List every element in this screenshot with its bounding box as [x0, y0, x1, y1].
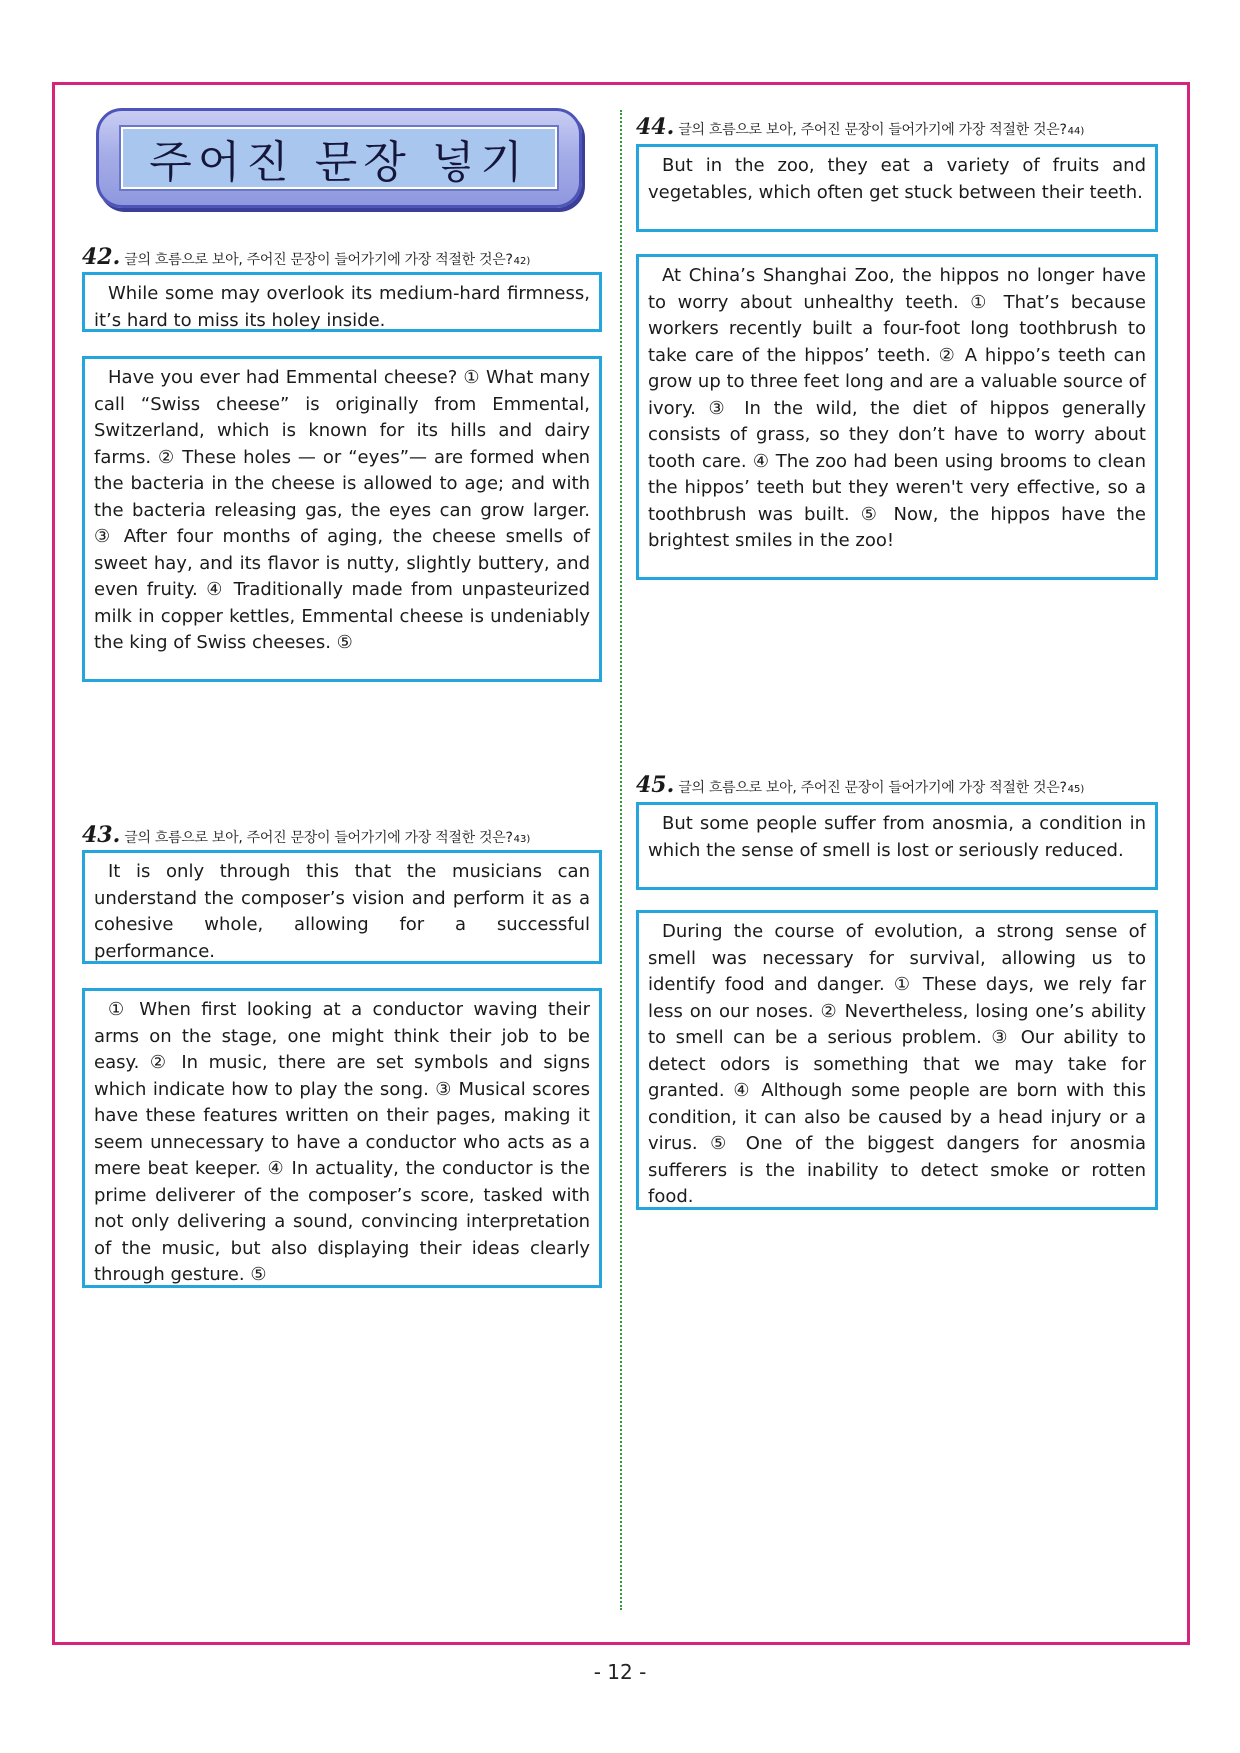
footnote-marker: 44) — [1067, 126, 1085, 137]
passage-text: At China’s Shanghai Zoo, the hippos no longer have to worry about unhealthy teeth. ① That’s because workers recently built a four-foot long toothbrush to take care of the hippos’ teeth. ② A hippo’s teeth can grow up to three feet long and are a valuable source of ivory. ③ In the wild, the diet of hippos generally consists of grass, so they don’t have to worry about tooth care. ④ The zoo had been using brooms to clean the hippos’ teeth but they weren't very effective, so a toothbrush was built. ⑤ Now, the hippos have the brightest smiles in the zoo! — [648, 265, 1146, 551]
question-prompt: 글의 흐름으로 보아, 주어진 문장이 들어가기에 가장 적절한 것은? — [678, 780, 1067, 796]
given-sentence: But some people suffer from anosmia, a condition in which the sense of smell is lost or seriously reduced. — [648, 813, 1146, 861]
question-number: 42. — [82, 244, 121, 270]
footnote-marker: 43) — [513, 834, 531, 845]
question-43-passage-box — [82, 988, 602, 1288]
question-44-header — [636, 114, 1084, 140]
footnote-marker: 42) — [513, 256, 531, 267]
question-number: 43. — [82, 822, 121, 848]
title-banner — [96, 108, 582, 208]
question-prompt: 글의 흐름으로 보아, 주어진 문장이 들어가기에 가장 적절한 것은? — [124, 252, 513, 268]
page-title: 주어진 문장 넣기 — [149, 137, 529, 188]
question-44-passage-box — [636, 254, 1158, 580]
question-prompt: 글의 흐름으로 보아, 주어진 문장이 들어가기에 가장 적절한 것은? — [124, 830, 513, 846]
passage-text: ① When first looking at a conductor waving their arms on the stage, one might think their job to be easy. ② In music, there are set symbols and signs which indicate how to play the song. ③ Musical scores have these features written on their pages, making it seem unnecessary to have a conductor who acts as a mere beat keeper. ④ In actuality, the conductor is the prime deliverer of the composer’s score, tasked with not only delivering a sound, convincing interpretation of the music, but also displaying their ideas clearly through gesture. ⑤ — [94, 999, 590, 1285]
given-sentence: But in the zoo, they eat a variety of fruits and vegetables, which often get stuck between their teeth. — [648, 155, 1146, 203]
question-42-given-box — [82, 272, 602, 332]
question-43-header — [82, 822, 530, 848]
page-number: - 12 - — [593, 1660, 647, 1684]
question-number: 45. — [636, 772, 675, 798]
question-45-given-box — [636, 802, 1158, 890]
question-prompt: 글의 흐름으로 보아, 주어진 문장이 들어가기에 가장 적절한 것은? — [678, 122, 1067, 138]
column-divider — [620, 110, 622, 1610]
question-number: 44. — [636, 114, 675, 140]
footnote-marker: 45) — [1067, 784, 1085, 795]
question-45-passage-box — [636, 910, 1158, 1210]
given-sentence: It is only through this that the musicians can understand the composer’s vision and perform it as a cohesive whole, allowing for a successful performance. — [94, 861, 590, 962]
passage-text: Have you ever had Emmental cheese? ① What many call “Swiss cheese” is originally from Emmental, Switzerland, which is known for its hills and dairy farms. ② These holes — or “eyes”— are formed when the bacteria in the cheese is allowed to age; and with the bacteria releasing gas, the eyes can grow larger. ③ After four months of aging, the cheese smells of sweet hay, and its flavor is nutty, slightly buttery, and even fruity. ④ Traditionally made from unpasteurized milk in copper kettles, Emmental cheese is undeniably the king of Swiss cheeses. ⑤ — [94, 367, 590, 653]
question-43-given-box — [82, 850, 602, 964]
question-44-given-box — [636, 144, 1158, 232]
passage-text: During the course of evolution, a strong sense of smell was necessary for survival, allowing us to identify food and danger. ① These days, we rely far less on our noses. ② Nevertheless, losing one’s ability to smell can be a serious problem. ③ Our ability to detect odors is something that we may take for granted. ④ Although some people are born with this condition, it can also be caused by a head injury or a virus. ⑤ One of the biggest dangers for anosmia sufferers is the inability to detect smoke or rotten food. — [648, 921, 1146, 1207]
given-sentence: While some may overlook its medium-hard firmness, it’s hard to miss its holey inside. — [94, 283, 590, 331]
question-45-header — [636, 772, 1084, 798]
question-42-passage-box — [82, 356, 602, 682]
title-inner — [121, 127, 557, 189]
question-42-header — [82, 244, 530, 270]
